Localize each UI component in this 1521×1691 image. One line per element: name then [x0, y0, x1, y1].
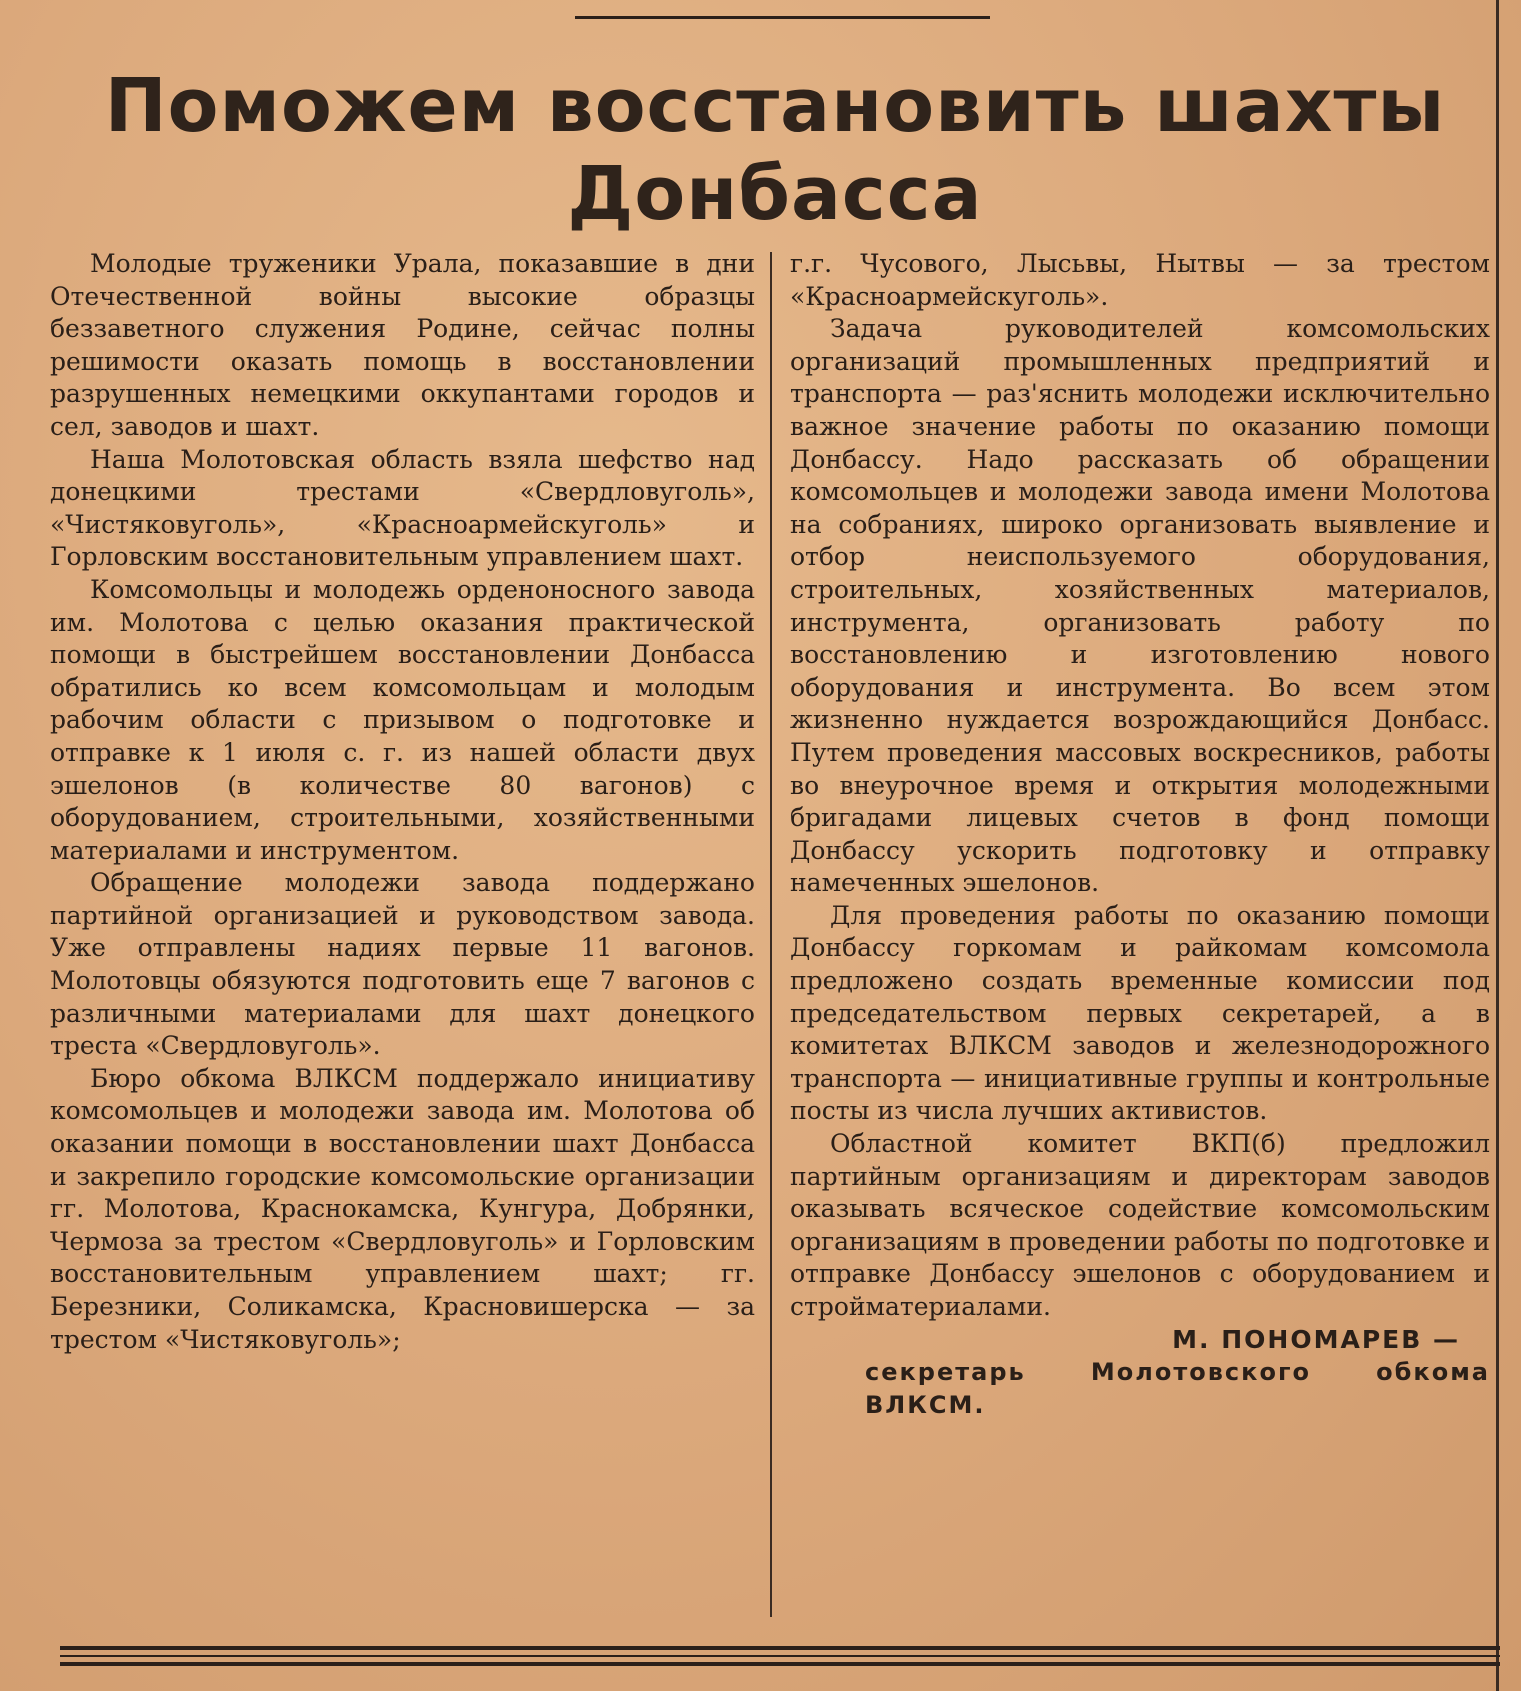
bottom-rule	[60, 1646, 1500, 1650]
signature-name: М. ПОНОМАРЕВ —	[1172, 1324, 1460, 1354]
article-paragraph: Молодые труженики Урала, показавшие в дни Отечественной войны высокие образцы беззаветного служения Родине, сейчас полны решимости оказать помощь в восстановлении разрушенных немецкими оккупантами городов и сел, заводов и шахт.	[50, 249, 755, 441]
top-rule	[575, 16, 990, 19]
headline-line-2: Донбасса	[567, 151, 983, 237]
article-paragraph: Областной комитет ВКП(б) предложил партийным организациям и директорам заводов оказывать всяческое содействие комсомольским организациям в проведении работы по подготовке и отправке Донбассу эшелонов с оборудованием и стройматериалами.	[790, 1129, 1490, 1321]
article-column-right	[790, 248, 1490, 1421]
right-border-rule	[1496, 0, 1499, 1691]
article-paragraph: Обращение молодежи завода поддержано партийной организацией и руководством завода. Уже отправлены надиях первые 11 вагонов. Молотовцы обязуются подготовить еще 7 вагонов с различными материалами для шахт донецкого треста «Свердловуголь».	[50, 868, 755, 1061]
article-paragraph: Бюро обкома ВЛКСМ поддержало инициативу комсомольцев и молодежи завода им. Молотова об оказании помощи в восстановлении шахт Донбасса и закрепило городские комсомольские организации гг. Молотова, Краснокамска, Кунгура, Добрянки, Чермоза за трестом «Свердловуголь» и Горловским восстановительным управлением шахт; гг. Березники, Соликамска, Красновишерска — за трестом «Чистяковуголь»;	[50, 1063, 755, 1354]
bottom-rules	[60, 1646, 1500, 1676]
bottom-rule	[60, 1655, 1500, 1657]
signature-org: ВЛКСМ.	[865, 1390, 986, 1419]
signature-block	[790, 1324, 1490, 1422]
article-column-left	[50, 248, 755, 1356]
article-paragraph: Для проведения работы по оказанию помощи Донбассу горкомам и райкомам комсомола предложено создать временные комиссии под председательством первых секретарей, а в комитетах ВЛКСМ заводов и железнодорожного транспорта — инициативные группы и контрольные посты из числа лучших активистов.	[790, 900, 1490, 1126]
article-paragraph: Комсомольцы и молодежь орденоносного завода им. Молотова с целью оказания практической помощи в быстрейшем восстановлении Донбасса обратились ко всем комсомольцам и молодым рабочим области с призывом о подготовке и отправке к 1 июля с. г. из нашей области двух эшелонов (в количестве 80 вагонов) с оборудованием, строительными, хозяйственными материалами и инструментом.	[50, 574, 755, 865]
article-paragraph: Задача руководителей комсомольских организаций промышленных предприятий и транспорта — раз'яснить молодежи исключительно важное значение работы по оказанию помощи Донбассу. Надо рассказать об обращении комсомольцев и молодежи завода имени Молотова на собраниях, широко организовать выявление и отбор неиспользуемого оборудования, строительных, хозяйственных материалов, инструмента, организовать работу по восстановлению и изготовлению нового оборудования и инструмента. Во всем этом жизненно нуждается возрождающийся Донбасс. Путем проведения массовых воскресников, работы во внеурочное время и открытия молодежными бригадами лицевых счетов в фонд помощи Донбассу ускорить подготовку и отправку намеченных эшелонов.	[790, 314, 1490, 898]
article-paragraph: Наша Молотовская область взяла шефство над донецкими трестами «Свердловуголь», «Чистяковуголь», «Красноармейскуголь» и Горловским восстановительным управлением шахт.	[50, 444, 755, 572]
headline-line-1: Поможем восстановить шахты	[104, 63, 1446, 149]
signature-role: секретарь Молотовского обкома	[865, 1358, 1490, 1387]
article-continuation: г.г. Чусового, Лысьвы, Нытвы — за трестом «Красноармейскуголь».	[790, 249, 1490, 311]
headline	[60, 62, 1490, 238]
column-divider	[770, 252, 772, 1617]
bottom-rule	[60, 1662, 1500, 1666]
